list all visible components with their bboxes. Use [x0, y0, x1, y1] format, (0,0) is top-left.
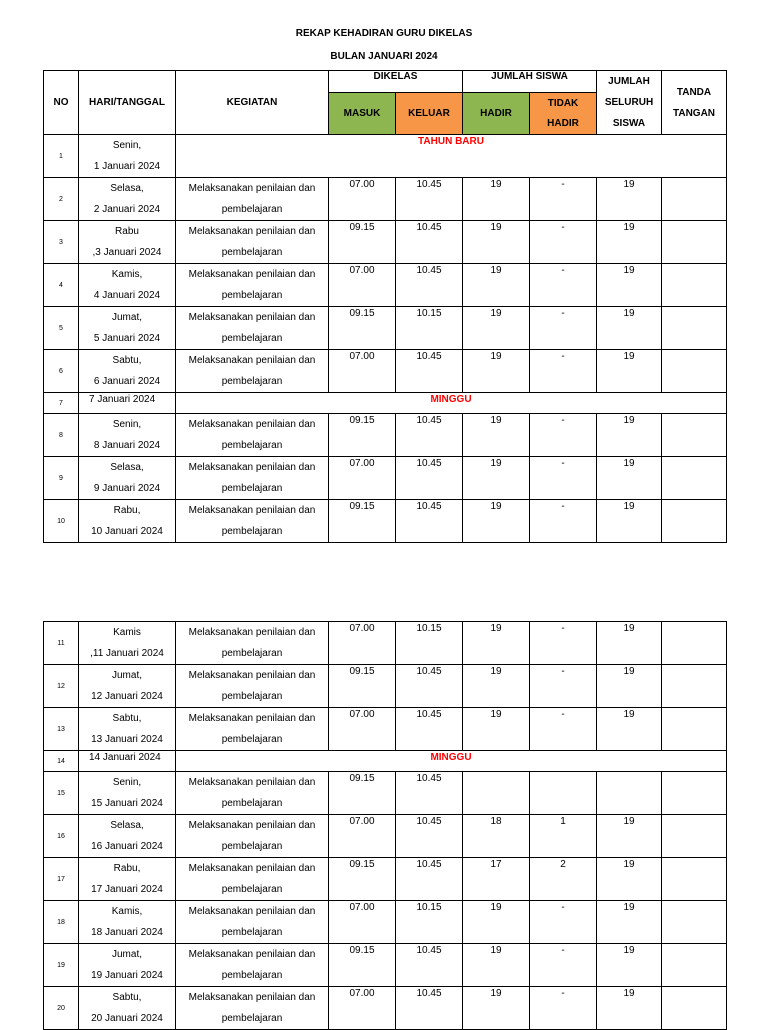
row-day-date	[79, 414, 176, 457]
cell-keluar: 10.45	[396, 414, 463, 457]
row-number: 15	[44, 772, 79, 815]
cell-masuk: 09.15	[329, 772, 396, 815]
row-activity	[176, 350, 329, 393]
row-activity	[176, 264, 329, 307]
attendance-table-1	[43, 70, 727, 543]
activity-line-1: Melaksanakan penilaian dan	[188, 462, 316, 473]
cell-tidak-hadir: -	[530, 622, 597, 665]
header-jumlah-seluruh-siswa	[597, 71, 662, 135]
cell-hadir: 19	[463, 500, 530, 543]
cell-jumlah-seluruh: 19	[597, 414, 662, 457]
header-tanda-tangan	[662, 71, 727, 135]
cell-tidak-hadir: -	[530, 221, 597, 264]
activity-line-1: Melaksanakan penilaian dan	[188, 183, 316, 194]
row-day: Selasa,	[110, 462, 144, 473]
table-row	[44, 500, 727, 543]
cell-keluar: 10.15	[396, 901, 463, 944]
table-row	[44, 944, 727, 987]
row-day-date	[79, 622, 176, 665]
cell-masuk: 09.15	[329, 221, 396, 264]
row-date: 17 Januari 2024	[91, 884, 163, 895]
activity-line-2: pembelajaran	[221, 204, 283, 215]
row-day-date	[79, 815, 176, 858]
cell-tidak-hadir: -	[530, 901, 597, 944]
cell-keluar: 10.45	[396, 987, 463, 1030]
row-activity	[176, 414, 329, 457]
cell-tanda-tangan	[662, 708, 727, 751]
cell-keluar: 10.45	[396, 815, 463, 858]
table-row	[44, 622, 727, 665]
cell-tanda-tangan	[662, 414, 727, 457]
cell-keluar: 10.45	[396, 858, 463, 901]
header-tanda-tangan-label: TANDA TANGAN	[673, 86, 716, 119]
cell-jumlah-seluruh: 19	[597, 858, 662, 901]
activity-line-2: pembelajaran	[221, 798, 283, 809]
cell-tanda-tangan	[662, 264, 727, 307]
table-row	[44, 772, 727, 815]
cell-tanda-tangan	[662, 901, 727, 944]
row-date: 8 Januari 2024	[93, 440, 161, 451]
cell-keluar: 10.45	[396, 944, 463, 987]
activity-line-2: pembelajaran	[221, 440, 283, 451]
row-day-date	[79, 944, 176, 987]
row-day: Rabu,	[113, 505, 141, 516]
header-hari-tanggal: HARI/TANGGAL	[79, 71, 176, 135]
row-activity	[176, 944, 329, 987]
cell-keluar: 10.45	[396, 708, 463, 751]
row-date: 4 Januari 2024	[93, 290, 161, 301]
row-day: Sabtu,	[112, 713, 142, 724]
cell-tanda-tangan	[662, 350, 727, 393]
cell-tidak-hadir: -	[530, 414, 597, 457]
row-date: 2 Januari 2024	[93, 204, 161, 215]
row-number: 20	[44, 987, 79, 1030]
cell-tanda-tangan	[662, 457, 727, 500]
cell-jumlah-seluruh	[597, 772, 662, 815]
cell-hadir	[463, 772, 530, 815]
row-number: 18	[44, 901, 79, 944]
cell-jumlah-seluruh: 19	[597, 457, 662, 500]
cell-tanda-tangan	[662, 500, 727, 543]
row-date: 20 Januari 2024	[91, 1013, 163, 1024]
activity-line-1: Melaksanakan penilaian dan	[188, 906, 316, 917]
row-activity	[176, 665, 329, 708]
document-subtitle: BULAN JANUARI 2024	[330, 51, 438, 62]
row-day: Kamis,	[111, 906, 143, 917]
cell-masuk: 09.15	[329, 944, 396, 987]
header-masuk: MASUK	[329, 93, 396, 135]
activity-line-1: Melaksanakan penilaian dan	[188, 949, 316, 960]
cell-tidak-hadir: 2	[530, 858, 597, 901]
cell-jumlah-seluruh: 19	[597, 987, 662, 1030]
document-title: REKAP KEHADIRAN GURU DIKELAS	[295, 28, 473, 39]
row-date: 7 Januari 2024	[79, 393, 176, 414]
row-date: 9 Januari 2024	[93, 483, 161, 494]
cell-jumlah-seluruh: 19	[597, 815, 662, 858]
activity-line-1: Melaksanakan penilaian dan	[188, 820, 316, 831]
activity-line-1: Melaksanakan penilaian dan	[188, 713, 316, 724]
row-number: 16	[44, 815, 79, 858]
row-day: Rabu	[115, 226, 139, 237]
cell-hadir: 19	[463, 178, 530, 221]
attendance-table-2	[43, 621, 727, 1030]
cell-keluar: 10.15	[396, 307, 463, 350]
row-date: 13 Januari 2024	[91, 734, 163, 745]
cell-keluar: 10.45	[396, 350, 463, 393]
cell-masuk: 09.15	[329, 414, 396, 457]
row-activity	[176, 500, 329, 543]
cell-tidak-hadir: -	[530, 665, 597, 708]
row-date: ,3 Januari 2024	[92, 247, 162, 258]
table-row	[44, 665, 727, 708]
row-day-date	[79, 221, 176, 264]
activity-line-2: pembelajaran	[221, 841, 283, 852]
cell-tidak-hadir: 1	[530, 815, 597, 858]
row-day: Kamis,	[111, 269, 143, 280]
cell-masuk: 09.15	[329, 665, 396, 708]
header-tidak-hadir-label: TIDAK HADIR	[547, 97, 579, 129]
row-number: 12	[44, 665, 79, 708]
cell-tanda-tangan	[662, 858, 727, 901]
cell-masuk: 07.00	[329, 901, 396, 944]
row-activity	[176, 815, 329, 858]
activity-line-2: pembelajaran	[221, 1013, 283, 1024]
cell-jumlah-seluruh: 19	[597, 307, 662, 350]
row-activity	[176, 307, 329, 350]
row-activity	[176, 178, 329, 221]
row-day-date	[79, 987, 176, 1030]
activity-line-2: pembelajaran	[221, 970, 283, 981]
row-day: Sabtu,	[112, 355, 142, 366]
activity-line-1: Melaksanakan penilaian dan	[188, 777, 316, 788]
row-number: 6	[44, 350, 79, 393]
row-day: Senin,	[112, 777, 142, 788]
cell-hadir: 19	[463, 944, 530, 987]
activity-line-1: Melaksanakan penilaian dan	[188, 312, 316, 323]
table-row	[44, 708, 727, 751]
cell-tanda-tangan	[662, 665, 727, 708]
cell-keluar: 10.45	[396, 264, 463, 307]
cell-keluar: 10.45	[396, 457, 463, 500]
cell-masuk: 07.00	[329, 264, 396, 307]
cell-tanda-tangan	[662, 178, 727, 221]
cell-masuk: 07.00	[329, 457, 396, 500]
cell-jumlah-seluruh: 19	[597, 708, 662, 751]
cell-tanda-tangan	[662, 622, 727, 665]
row-day-date	[79, 307, 176, 350]
table-row	[44, 457, 727, 500]
activity-line-2: pembelajaran	[221, 927, 283, 938]
activity-line-2: pembelajaran	[221, 483, 283, 494]
cell-tanda-tangan	[662, 772, 727, 815]
activity-line-2: pembelajaran	[221, 526, 283, 537]
row-day: Kamis	[113, 627, 141, 638]
header-tidak-hadir	[530, 93, 597, 135]
row-day: Selasa,	[110, 183, 144, 194]
row-number: 4	[44, 264, 79, 307]
cell-jumlah-seluruh: 19	[597, 500, 662, 543]
table-row	[44, 135, 727, 178]
cell-masuk: 07.00	[329, 815, 396, 858]
cell-jumlah-seluruh: 19	[597, 350, 662, 393]
row-day-date	[79, 457, 176, 500]
row-day: Senin,	[112, 419, 142, 430]
activity-line-2: pembelajaran	[221, 247, 283, 258]
row-activity	[176, 987, 329, 1030]
cell-hadir: 19	[463, 264, 530, 307]
cell-keluar: 10.45	[396, 500, 463, 543]
header-kegiatan: KEGIATAN	[176, 71, 329, 135]
row-date: 10 Januari 2024	[91, 526, 163, 537]
cell-jumlah-seluruh: 19	[597, 221, 662, 264]
row-day-date	[79, 264, 176, 307]
cell-tanda-tangan	[662, 815, 727, 858]
cell-masuk: 09.15	[329, 858, 396, 901]
row-day-date	[79, 858, 176, 901]
row-date: 6 Januari 2024	[93, 376, 161, 387]
cell-jumlah-seluruh: 19	[597, 622, 662, 665]
row-number: 2	[44, 178, 79, 221]
table-row	[44, 901, 727, 944]
cell-hadir: 19	[463, 414, 530, 457]
cell-tanda-tangan	[662, 987, 727, 1030]
row-number: 13	[44, 708, 79, 751]
cell-tidak-hadir: -	[530, 178, 597, 221]
row-number: 11	[44, 622, 79, 665]
row-day: Senin,	[112, 140, 142, 151]
table-row	[44, 414, 727, 457]
activity-line-1: Melaksanakan penilaian dan	[188, 670, 316, 681]
activity-line-1: Melaksanakan penilaian dan	[188, 419, 316, 430]
header-keluar: KELUAR	[396, 93, 463, 135]
header-jumlah-seluruh-label: JUMLAH SELURUH SISWA	[604, 76, 654, 129]
row-number: 14	[44, 751, 79, 772]
row-number: 17	[44, 858, 79, 901]
cell-masuk: 09.15	[329, 307, 396, 350]
row-day: Selasa,	[110, 820, 144, 831]
row-activity	[176, 708, 329, 751]
row-date: 1 Januari 2024	[93, 161, 161, 172]
cell-hadir: 17	[463, 858, 530, 901]
row-day-date	[79, 350, 176, 393]
row-day-date	[79, 772, 176, 815]
activity-line-1: Melaksanakan penilaian dan	[188, 627, 316, 638]
row-day-date	[79, 178, 176, 221]
cell-hadir: 18	[463, 815, 530, 858]
cell-jumlah-seluruh: 19	[597, 944, 662, 987]
row-date: ,11 Januari 2024	[90, 648, 164, 659]
row-date: 18 Januari 2024	[91, 927, 163, 938]
row-activity	[176, 858, 329, 901]
row-date: 16 Januari 2024	[91, 841, 163, 852]
activity-line-1: Melaksanakan penilaian dan	[188, 863, 316, 874]
cell-hadir: 19	[463, 350, 530, 393]
row-day: Rabu,	[113, 863, 141, 874]
cell-hadir: 19	[463, 221, 530, 264]
cell-tanda-tangan	[662, 944, 727, 987]
row-date: 14 Januari 2024	[79, 751, 176, 772]
cell-keluar: 10.15	[396, 622, 463, 665]
activity-line-1: Melaksanakan penilaian dan	[188, 992, 316, 1003]
table-row	[44, 751, 727, 772]
row-number: 5	[44, 307, 79, 350]
row-day: Sabtu,	[112, 992, 142, 1003]
activity-line-1: Melaksanakan penilaian dan	[188, 226, 316, 237]
cell-tanda-tangan	[662, 221, 727, 264]
cell-jumlah-seluruh: 19	[597, 665, 662, 708]
cell-tidak-hadir: -	[530, 350, 597, 393]
cell-masuk: 07.00	[329, 178, 396, 221]
activity-line-2: pembelajaran	[221, 376, 283, 387]
holiday-label: MINGGU	[176, 751, 727, 772]
activity-line-1: Melaksanakan penilaian dan	[188, 505, 316, 516]
cell-tidak-hadir: -	[530, 457, 597, 500]
cell-hadir: 19	[463, 307, 530, 350]
activity-line-2: pembelajaran	[221, 734, 283, 745]
row-number: 1	[44, 135, 79, 178]
table-2-body	[44, 622, 727, 1030]
header-dikelas: DIKELAS	[329, 71, 463, 93]
activity-line-2: pembelajaran	[221, 333, 283, 344]
row-day: Jumat,	[111, 949, 142, 960]
row-number: 10	[44, 500, 79, 543]
cell-jumlah-seluruh: 19	[597, 178, 662, 221]
row-activity	[176, 901, 329, 944]
row-day: Jumat,	[111, 670, 142, 681]
cell-keluar: 10.45	[396, 178, 463, 221]
row-number: 8	[44, 414, 79, 457]
row-number: 9	[44, 457, 79, 500]
row-day: Jumat,	[111, 312, 142, 323]
table-row	[44, 987, 727, 1030]
header-hadir: HADIR	[463, 93, 530, 135]
cell-hadir: 19	[463, 708, 530, 751]
cell-jumlah-seluruh: 19	[597, 264, 662, 307]
row-date: 5 Januari 2024	[93, 333, 161, 344]
holiday-label: MINGGU	[176, 393, 727, 414]
table-row	[44, 264, 727, 307]
holiday-label: TAHUN BARU	[176, 135, 727, 178]
activity-line-1: Melaksanakan penilaian dan	[188, 355, 316, 366]
row-date: 19 Januari 2024	[91, 970, 163, 981]
table-row	[44, 815, 727, 858]
activity-line-2: pembelajaran	[221, 884, 283, 895]
cell-tidak-hadir: -	[530, 708, 597, 751]
cell-masuk: 09.15	[329, 500, 396, 543]
cell-tidak-hadir: -	[530, 307, 597, 350]
cell-hadir: 19	[463, 457, 530, 500]
cell-keluar: 10.45	[396, 665, 463, 708]
row-day-date	[79, 135, 176, 178]
cell-masuk: 07.00	[329, 350, 396, 393]
cell-keluar: 10.45	[396, 772, 463, 815]
cell-masuk: 07.00	[329, 622, 396, 665]
table-row	[44, 350, 727, 393]
cell-hadir: 19	[463, 622, 530, 665]
cell-tidak-hadir: -	[530, 500, 597, 543]
table-row	[44, 393, 727, 414]
row-activity	[176, 221, 329, 264]
cell-jumlah-seluruh: 19	[597, 901, 662, 944]
row-number: 19	[44, 944, 79, 987]
cell-hadir: 19	[463, 665, 530, 708]
row-day-date	[79, 665, 176, 708]
cell-hadir: 19	[463, 987, 530, 1030]
cell-masuk: 07.00	[329, 708, 396, 751]
cell-tidak-hadir: -	[530, 987, 597, 1030]
table-row	[44, 858, 727, 901]
cell-tanda-tangan	[662, 307, 727, 350]
row-activity	[176, 772, 329, 815]
table-1-body	[44, 135, 727, 543]
cell-masuk: 07.00	[329, 987, 396, 1030]
cell-keluar: 10.45	[396, 221, 463, 264]
activity-line-2: pembelajaran	[221, 691, 283, 702]
row-day-date	[79, 708, 176, 751]
cell-hadir: 19	[463, 901, 530, 944]
row-day-date	[79, 901, 176, 944]
row-day-date	[79, 500, 176, 543]
activity-line-2: pembelajaran	[221, 290, 283, 301]
cell-tidak-hadir: -	[530, 264, 597, 307]
row-number: 3	[44, 221, 79, 264]
row-activity	[176, 622, 329, 665]
row-number: 7	[44, 393, 79, 414]
activity-line-2: pembelajaran	[221, 648, 283, 659]
table-row	[44, 178, 727, 221]
cell-tidak-hadir: -	[530, 944, 597, 987]
header-no: NO	[44, 71, 79, 135]
header-jumlah-siswa: JUMLAH SISWA	[463, 71, 597, 93]
row-date: 12 Januari 2024	[91, 691, 163, 702]
table-row	[44, 307, 727, 350]
row-date: 15 Januari 2024	[91, 798, 163, 809]
row-activity	[176, 457, 329, 500]
activity-line-1: Melaksanakan penilaian dan	[188, 269, 316, 280]
cell-tidak-hadir	[530, 772, 597, 815]
table-row	[44, 221, 727, 264]
